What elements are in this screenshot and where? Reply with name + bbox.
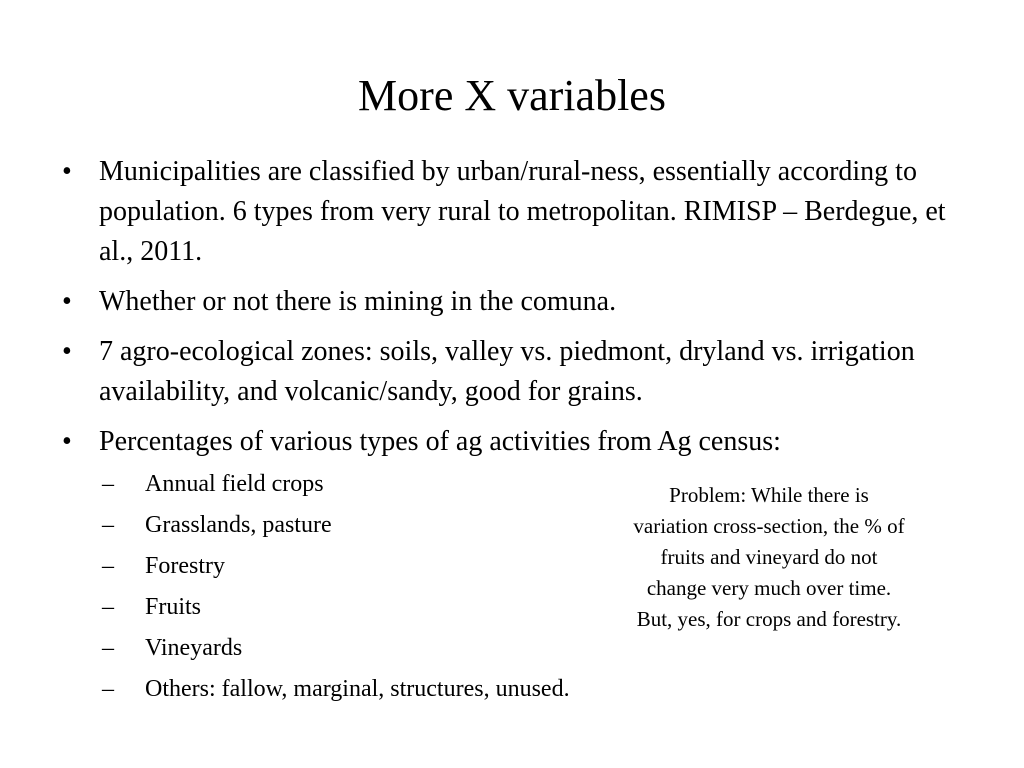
bullet-icon: • — [62, 426, 72, 457]
dash-icon: – — [102, 471, 114, 497]
bullet-text: Municipalities are classified by urban/rural-ness, essentially according to population. 6 types from very rural to metropolitan. RIMISP – Berdegue, et al., 2011. — [99, 156, 946, 267]
note-line: But, yes, for crops and forestry. — [636, 607, 902, 631]
bullet-item — [62, 332, 972, 412]
dash-icon: – — [102, 635, 114, 661]
bullet-item — [62, 152, 972, 272]
sub-bullet-text: Grasslands, pasture — [145, 512, 332, 538]
bullet-text: Percentages of various types of ag activities from Ag census: — [99, 426, 781, 457]
note-line: variation cross-section, the % of — [633, 514, 905, 538]
bullet-text: Whether or not there is mining in the comuna. — [99, 286, 617, 317]
sub-bullet-text: Others: fallow, marginal, structures, unused. — [145, 676, 570, 702]
sub-bullet-text: Vineyards — [145, 635, 243, 661]
bullet-icon: • — [62, 336, 72, 367]
sub-bullet-item — [99, 669, 972, 710]
sub-bullet-text: Forestry — [145, 553, 225, 579]
note-line: Problem: While there is — [669, 483, 869, 507]
dash-icon: – — [102, 594, 114, 620]
note-line: fruits and vineyard do not — [660, 545, 878, 569]
bullet-item — [62, 282, 972, 322]
sub-bullet-text: Annual field crops — [145, 471, 324, 497]
note-line: change very much over time. — [646, 576, 892, 600]
slide-title: More X variables — [358, 71, 666, 120]
dash-icon: – — [102, 676, 114, 702]
bullet-icon: • — [62, 156, 72, 187]
dash-icon: – — [102, 512, 114, 538]
sub-bullet-text: Fruits — [145, 594, 202, 620]
bullet-icon: • — [62, 286, 72, 317]
problem-note — [598, 480, 940, 635]
bullet-text: 7 agro-ecological zones: soils, valley vs. piedmont, dryland vs. irrigation availability, and volcanic/sandy, good for grains. — [99, 336, 915, 407]
dash-icon: – — [102, 553, 114, 579]
